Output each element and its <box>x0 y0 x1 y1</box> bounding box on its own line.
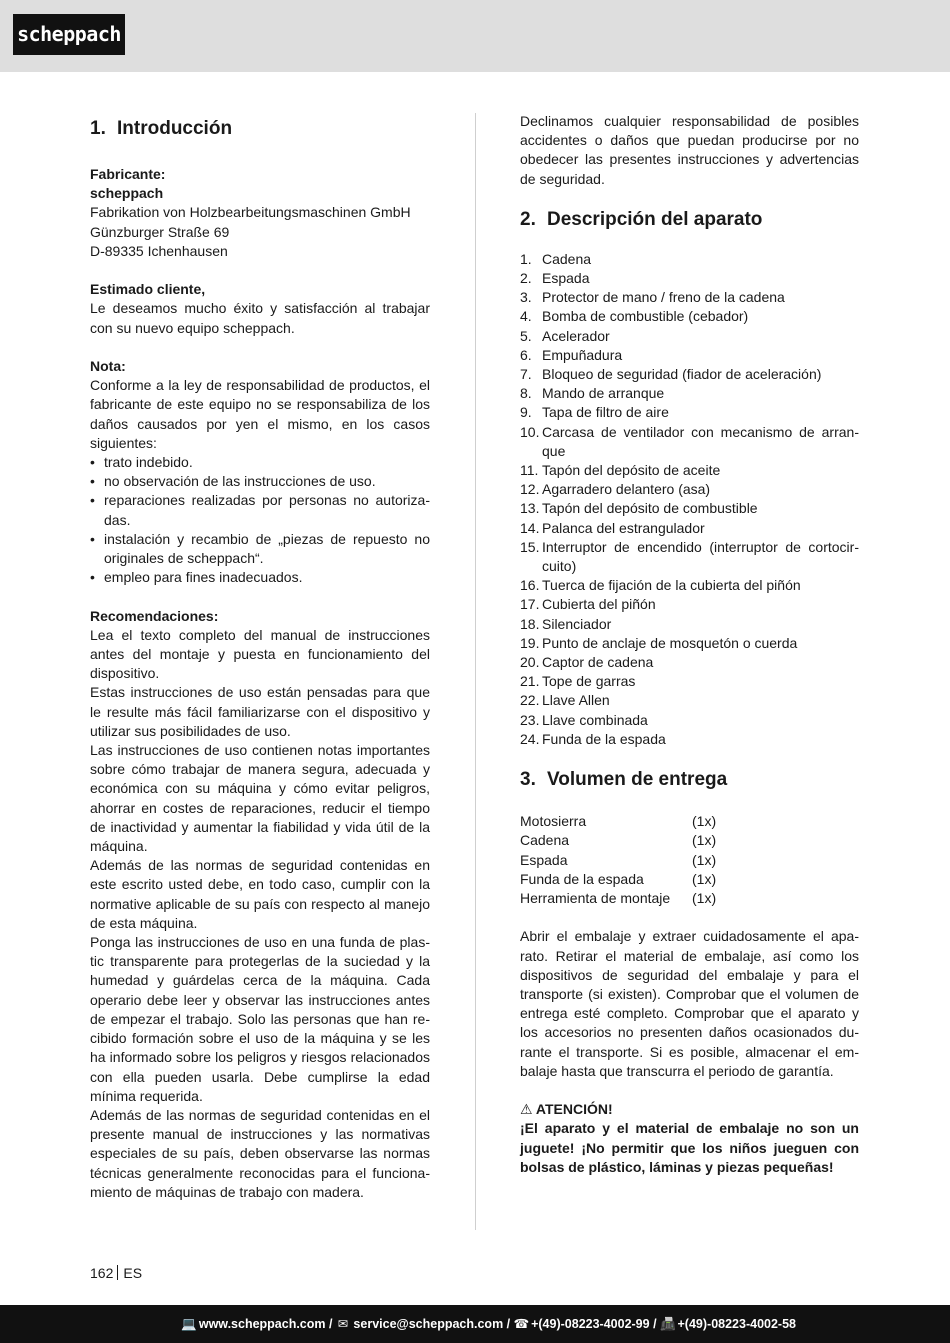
list-item: 8. Mando de arranque <box>520 385 665 402</box>
note-text: Conforme a la ley de responsabilidad de productos, el fabricante de este equipo no se responsabiliza de los daños causados por yen el mismo, en los casos siguientes: <box>90 377 430 451</box>
list-item: 11. Tapón del depósito de aceite <box>520 462 721 479</box>
list-item: • no observación de las instrucciones de uso. <box>90 472 430 491</box>
page-number <box>90 1264 142 1283</box>
table-row: Espada (1x) <box>520 851 717 868</box>
list-item: 17. Cubierta del piñón <box>520 596 656 613</box>
email-link[interactable]: service@scheppach.com <box>353 1317 504 1331</box>
address-line: D-89335 Ichenhausen <box>90 242 228 259</box>
list-item: 16. Tuerca de fijación de la cubierta del piñón <box>520 577 801 594</box>
list-item: • trato indebido. <box>90 453 430 472</box>
header-band <box>0 0 950 72</box>
manufacturer-name: scheppach <box>90 185 164 202</box>
list-item: 2. Espada <box>520 270 590 287</box>
recommendation-paragraph: Las instrucciones de uso contienen notas importantes sobre cómo trabajar de manera segura, adecuada y económica con su máquina y cómo evitar peligros, ahorrar en costes de reparaciones, reducir el tiempo de inactividad y aumentar la fiabilidad y vida útil de la máquina. <box>90 742 430 855</box>
fax-icon: 📠 <box>660 1317 676 1331</box>
list-item: 14. Palanca del estrangulador <box>520 519 705 536</box>
list-item: 13. Tapón del depósito de combustible <box>520 500 758 517</box>
section-title: Introducción <box>117 118 233 139</box>
unpack-text: Abrir el embalaje y extraer cuidadosamente el aparato. Retirar el material de embalaje, así como los dispositivos de seguridad del embalaje y para el transporte (si existen). Comprobar que el volumen de entrega esté completo. Comprobar que el aparato y los accesorios no presenten daños ocasionados durante el transporte. Si es posible, almacenar el embalaje hasta que transcurra el periodo de garantía. <box>520 928 859 1079</box>
website-link[interactable]: www.scheppach.com <box>198 1317 326 1331</box>
section-number: 1. <box>90 118 106 139</box>
manufacturer-label: Fabricante: <box>90 166 166 182</box>
list-item: 21. Tope de garras <box>520 673 636 690</box>
recommendation-paragraph: Además de las normas de seguridad contenidas en el presente manual de instrucciones y las normativas especiales de su país, deben observarse las normas técnicas generalmente reconocidas para el funcionamiento de máquinas de trabajo con madera. <box>90 1106 430 1200</box>
fax-number: +(49)-08223-4002-58 <box>677 1317 796 1331</box>
table-row: Herramienta de montaje (1x) <box>520 889 717 906</box>
footer-contact: 💻 www.scheppach.com / ✉ service@scheppach.com / ☎ +(49)-08223-4002-99 / 📠 +(49)-08223-4002-58 <box>181 1317 796 1331</box>
delivery-table <box>520 812 716 908</box>
computer-icon: 💻 <box>181 1317 197 1331</box>
page-number-value: 162 <box>90 1265 114 1281</box>
disclaimer-text: Declinamos cualquier responsabilidad de posibles accidentes o daños que puedan producirse por no obedecer las presentes instrucciones y advertencias de seguridad. <box>520 113 859 187</box>
right-column <box>520 112 859 1177</box>
list-item: 9. Tapa de filtro de aire <box>520 404 669 421</box>
table-row: Motosierra (1x) <box>520 813 717 830</box>
list-item: 18. Silenciador <box>520 615 612 632</box>
list-item: 12. Agarradero delantero (asa) <box>520 481 711 498</box>
list-item: • instalación y recambio de „piezas de repuesto no originales de scheppach“. <box>90 530 430 568</box>
list-item: 24. Funda de la espada <box>520 730 666 747</box>
list-item: 10. Carcasa de ventilador con mecanismo de arranque <box>520 423 859 459</box>
list-item: 22. Llave Allen <box>520 692 610 709</box>
parts-list <box>520 250 859 749</box>
phone-number: +(49)-08223-4002-99 <box>531 1317 650 1331</box>
recommendation-paragraph: Estas instrucciones de uso están pensadas para que le resulte más fácil familiarizarse con el dispositivo y utilizar sus posibilidades de uso. <box>90 684 430 739</box>
warning-title: ⚠ ATENCIÓN! <box>520 1101 613 1118</box>
customer-text: Le deseamos mucho éxito y satisfacción al trabajar con su nuevo equipo scheppach. <box>90 300 430 336</box>
list-item: • reparaciones realizadas por personas no autorizadas. <box>90 491 430 529</box>
mail-icon: ✉ <box>337 1317 349 1331</box>
phone-icon: ☎ <box>513 1317 530 1331</box>
note-label: Nota: <box>90 358 126 374</box>
address-line: Günzburger Straße 69 <box>90 223 230 240</box>
list-item: 19. Punto de anclaje de mosquetón o cuerda <box>520 634 798 651</box>
section-3-heading <box>520 766 859 794</box>
footer-band <box>0 1305 950 1343</box>
section-2-heading <box>520 206 859 234</box>
list-item: 7. Bloqueo de seguridad (fiador de aceleración) <box>520 366 822 383</box>
list-item: • empleo para fines inadecuados. <box>90 568 430 587</box>
customer-label: Estimado cliente, <box>90 281 206 298</box>
list-item: 4. Bomba de combustible (cebador) <box>520 308 749 325</box>
list-item: 20. Captor de cadena <box>520 654 654 671</box>
language-code: ES <box>123 1265 143 1281</box>
section-number: 3. <box>520 769 536 791</box>
list-item: 3. Protector de mano / freno de la cadena <box>520 289 785 306</box>
section-title: Volumen de entrega <box>547 769 728 791</box>
recommendation-paragraph: Además de las normas de seguridad contenidas en este escrito usted debe, en todo caso, cumplir con la normative aplicable de su país con respecto al manejo de esta máquina. <box>90 857 430 931</box>
recommendation-paragraph: Lea el texto completo del manual de instrucciones antes del montaje y puesta en funcionamiento del dispositivo. <box>90 626 430 682</box>
list-item: 5. Acelerador <box>520 327 610 344</box>
scheppach-logo: scheppach <box>13 14 125 55</box>
section-number: 2. <box>520 208 536 230</box>
page-separator <box>117 1265 118 1280</box>
list-item: 23. Llave combinada <box>520 711 648 728</box>
table-row: Cadena (1x) <box>520 832 717 849</box>
column-divider <box>475 113 476 1230</box>
list-item: 6. Empuñadura <box>520 346 623 363</box>
list-item: 15. Interruptor de encendido (interruptor de cortocircuito) <box>520 538 859 575</box>
address-line: Fabrikation von Holzbearbeitungsmaschinen GmbH <box>90 204 411 221</box>
list-item: 1. Cadena <box>520 250 592 267</box>
table-row: Funda de la espada (1x) <box>520 870 717 887</box>
warning-text: ¡El aparato y el material de embalaje no son un juguete! ¡No permitir que los niños jueguen con bolsas de plástico, láminas y piezas pequeñas! <box>520 1120 859 1175</box>
recommendation-paragraph: Ponga las instrucciones de uso en una funda de plastic transparente para protegerlas de la suciedad y la humedad y guárdelas cerca de la máquina. Cada operario debe leer y observar las instrucciones antes de empezar el trabajo. Solo las personas que han recibido formación sobre el uso de la máquina y se les ha informado sobre los peligros y riesgos relacionados con ella pueden usarla. Debe cumplirse la edad mínima requerida. <box>90 934 430 1104</box>
recommendations-label: Recomendaciones: <box>90 607 219 624</box>
section-title: Descripción del aparato <box>547 208 763 230</box>
left-column <box>90 112 430 1202</box>
section-1-heading <box>90 115 430 143</box>
note-bullet-list <box>90 453 430 587</box>
